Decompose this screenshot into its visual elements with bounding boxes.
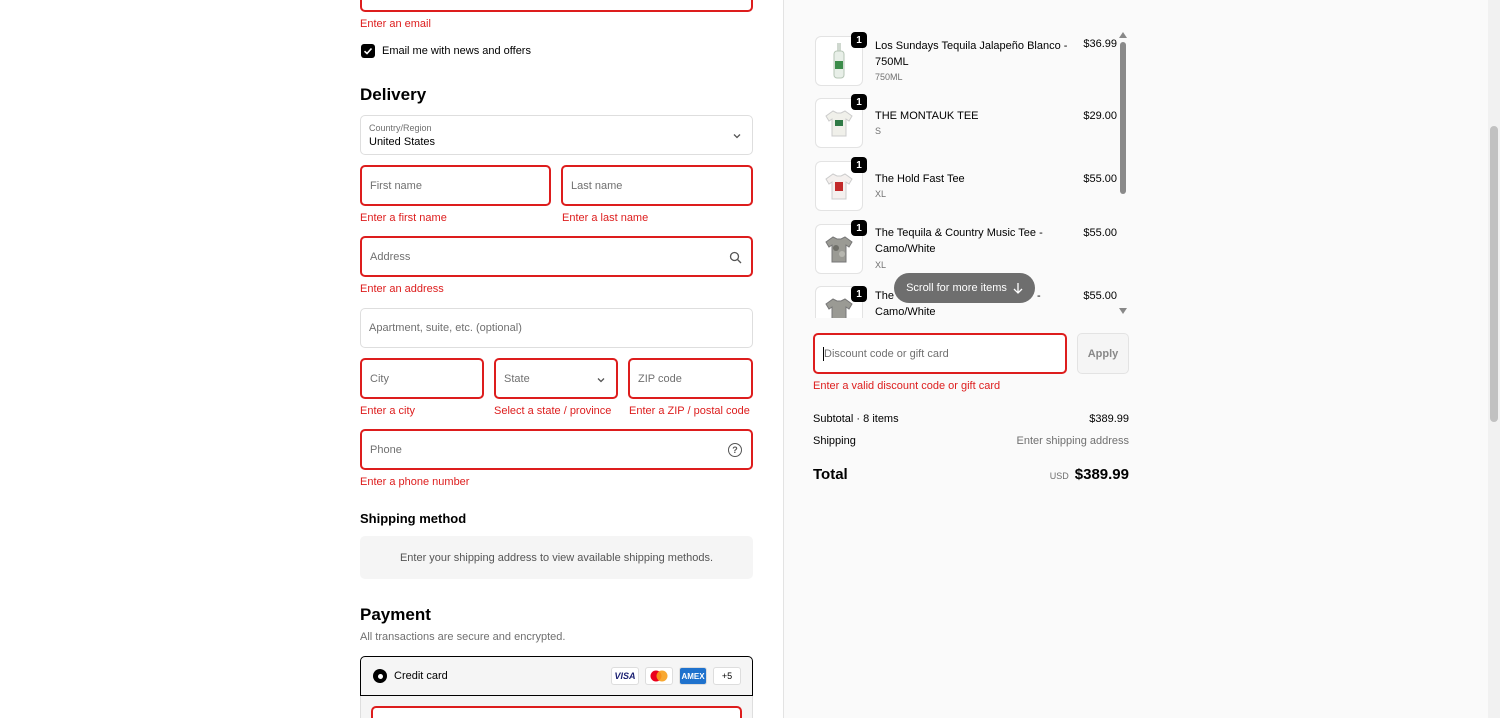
quantity-badge: 1 (851, 32, 867, 48)
quantity-badge: 1 (851, 220, 867, 236)
apply-button[interactable] (1077, 333, 1129, 374)
city-placeholder: City (370, 372, 389, 385)
credit-card-option[interactable] (360, 656, 753, 696)
item-variant: XL (875, 260, 887, 270)
visa-icon: VISA (611, 667, 639, 685)
delivery-heading: Delivery (360, 85, 427, 104)
city-field[interactable] (360, 358, 484, 399)
item-variant: 750ML (875, 72, 903, 82)
zip-field[interactable] (628, 358, 753, 399)
last-name-error: Enter a last name (562, 212, 649, 224)
phone-field[interactable] (360, 429, 753, 470)
item-name: THE MONTAUK TEE (875, 110, 979, 122)
total-label: Total (813, 466, 848, 483)
chevron-down-icon (732, 131, 742, 141)
last-name-field[interactable] (561, 165, 753, 206)
item-name-start: The (875, 290, 894, 302)
quantity-badge: 1 (851, 94, 867, 110)
state-placeholder: State (504, 372, 530, 385)
shipping-value: Enter shipping address (1016, 435, 1129, 447)
first-name-placeholder: First name (370, 179, 422, 192)
first-name-field[interactable] (360, 165, 551, 206)
subtotal-label: Subtotal · 8 items (813, 413, 899, 425)
tshirt-icon (824, 234, 854, 264)
scroll-down-arrow-icon[interactable] (1119, 308, 1127, 314)
email-field[interactable] (360, 0, 753, 12)
currency-code: USD (1049, 471, 1069, 481)
item-name-line2: Camo/White (875, 306, 936, 318)
newsletter-checkbox[interactable] (361, 44, 375, 58)
more-cards-badge: +5 (713, 667, 741, 685)
tshirt-icon (824, 171, 854, 201)
item-name: The Tequila & Country Music Tee - Camo/White (875, 227, 1043, 255)
item-price: $55.00 (1083, 290, 1117, 302)
chevron-down-icon (596, 375, 606, 385)
page-scroll-thumb[interactable] (1490, 126, 1498, 422)
phone-placeholder: Phone (370, 443, 402, 456)
cart-scrollbar[interactable] (1120, 34, 1126, 314)
card-number-field[interactable] (371, 706, 742, 718)
radio-dot (378, 674, 383, 679)
apartment-placeholder: Apartment, suite, etc. (optional) (369, 322, 522, 334)
item-variant: S (875, 126, 882, 136)
cart-scroll-thumb[interactable] (1120, 42, 1126, 194)
scroll-more-label: Scroll for more items (906, 282, 1007, 294)
subtotal-value: $389.99 (1089, 413, 1129, 425)
payment-heading: Payment (360, 605, 431, 624)
city-error: Enter a city (360, 405, 416, 417)
address-placeholder: Address (370, 250, 411, 263)
country-label: Country/Region (369, 123, 432, 133)
scroll-more-button[interactable] (894, 273, 1035, 303)
discount-error: Enter a valid discount code or gift card (813, 380, 1001, 392)
item-name: Los Sundays Tequila Jalapeño Blanco - 750ML (875, 40, 1068, 68)
page-scrollbar[interactable] (1488, 0, 1500, 718)
zip-placeholder: ZIP code (638, 372, 682, 385)
total-row-value (1050, 466, 1129, 483)
state-select[interactable] (494, 358, 618, 399)
arrow-down-icon (1013, 283, 1023, 294)
scroll-up-arrow-icon[interactable] (1119, 32, 1127, 38)
first-name-error: Enter a first name (360, 212, 447, 224)
newsletter-label: Email me with news and offers (382, 45, 531, 57)
credit-card-radio[interactable] (373, 669, 387, 683)
phone-error: Enter a phone number (360, 476, 470, 488)
item-price: $36.99 (1083, 38, 1117, 50)
credit-card-label: Credit card (394, 670, 448, 682)
shipping-notice-box (360, 536, 753, 579)
state-error: Select a state / province (494, 405, 612, 417)
item-price: $29.00 (1083, 110, 1117, 122)
tshirt-icon (824, 296, 854, 318)
zip-error: Enter a ZIP / postal code (629, 405, 750, 417)
bottle-icon (832, 43, 846, 79)
item-name-end: - (1037, 290, 1041, 302)
country-value: United States (369, 136, 436, 148)
search-icon (729, 251, 742, 264)
address-field[interactable] (360, 236, 753, 277)
item-price: $55.00 (1083, 227, 1117, 239)
tshirt-icon (824, 108, 854, 138)
checkmark-icon (363, 46, 373, 56)
mastercard-icon (645, 667, 673, 685)
apartment-field[interactable] (360, 308, 753, 348)
discount-placeholder: Discount code or gift card (824, 347, 949, 360)
shipping-notice: Enter your shipping address to view available shipping methods. (399, 551, 714, 564)
discount-field[interactable] (813, 333, 1067, 374)
cart-item (815, 161, 1125, 215)
mastercard-logo (649, 670, 669, 682)
total-value: $389.99 (1074, 466, 1129, 483)
quantity-badge: 1 (851, 157, 867, 173)
cart-item (815, 98, 1125, 152)
apply-label: Apply (1087, 347, 1119, 360)
help-icon[interactable]: ? (728, 443, 742, 457)
cart-item (815, 36, 1125, 90)
item-name: The Hold Fast Tee (875, 173, 965, 185)
shipping-heading: Shipping method (360, 511, 467, 526)
cart-item (815, 224, 1125, 278)
item-variant: XL (875, 189, 887, 199)
last-name-placeholder: Last name (571, 179, 623, 192)
quantity-badge: 1 (851, 286, 867, 302)
email-error: Enter an email (360, 18, 431, 30)
shipping-label: Shipping (813, 435, 856, 447)
card-details-panel (360, 696, 753, 718)
payment-subtitle: All transactions are secure and encrypted. (360, 631, 566, 643)
address-error: Enter an address (360, 283, 444, 295)
country-select[interactable] (360, 115, 753, 155)
item-price: $55.00 (1083, 173, 1117, 185)
amex-icon: AMEX (679, 667, 707, 685)
